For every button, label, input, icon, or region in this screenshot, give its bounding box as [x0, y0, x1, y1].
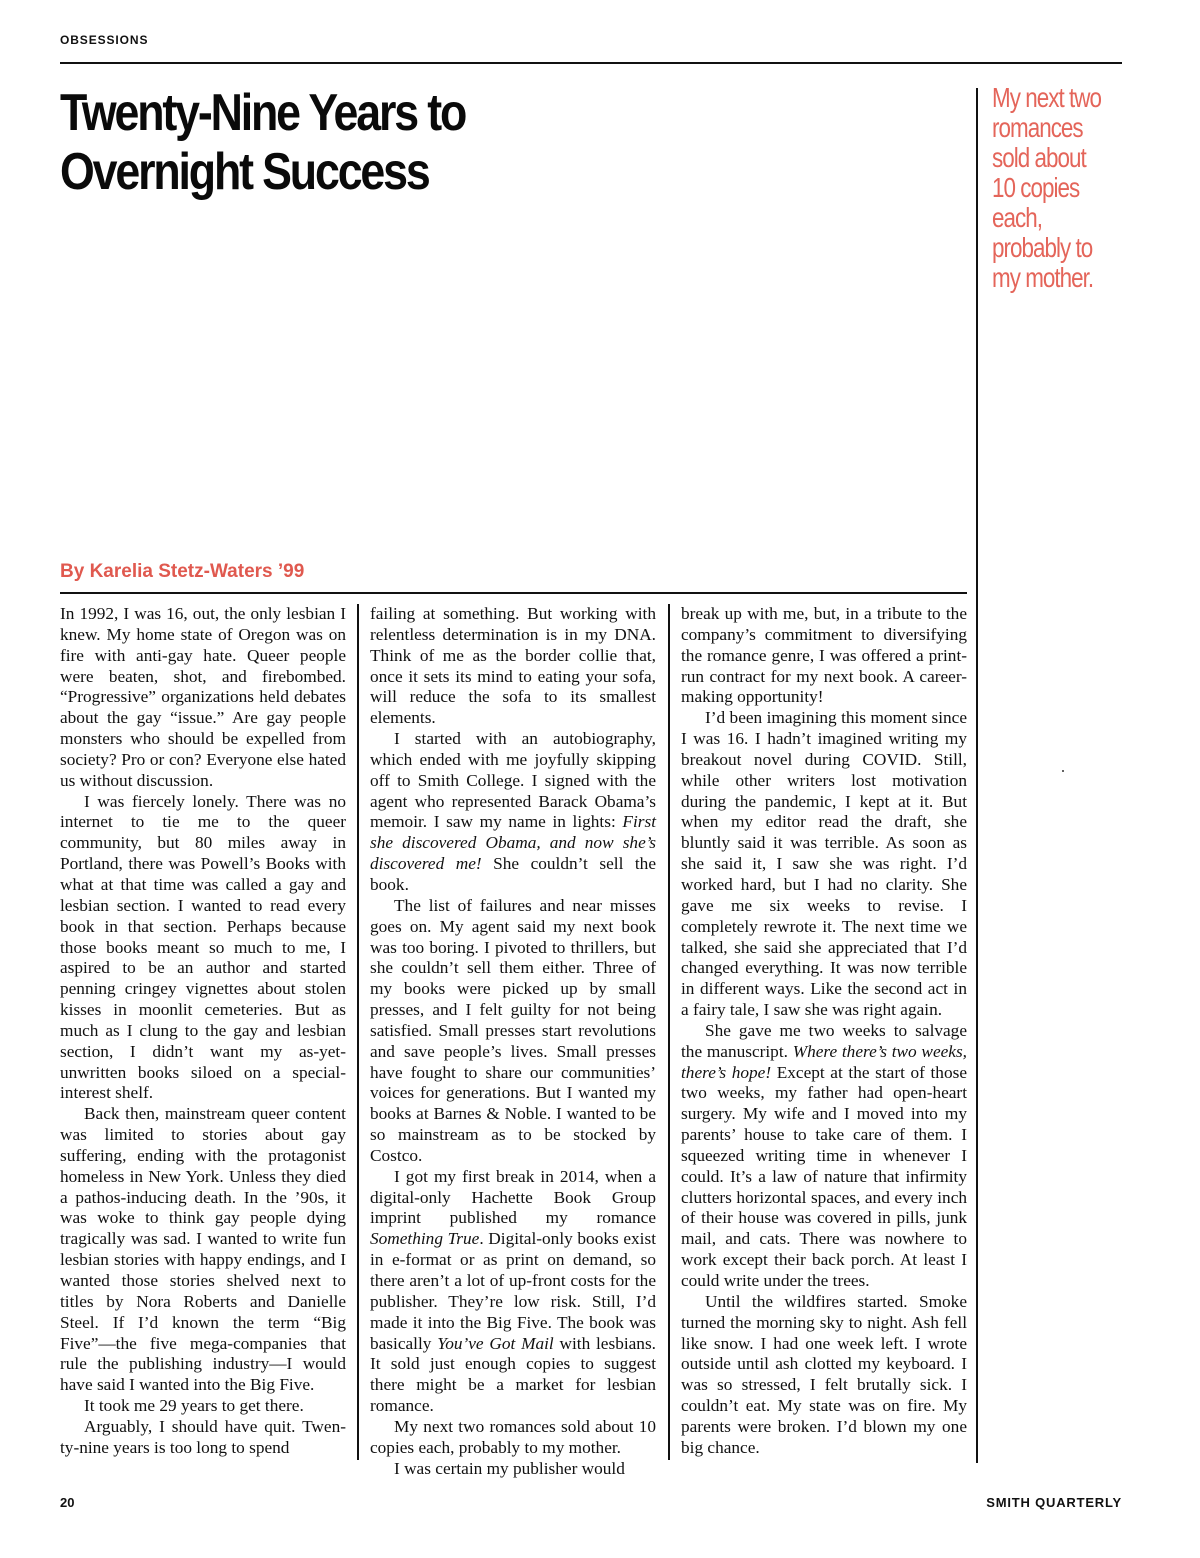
paragraph: [370, 1167, 656, 1417]
paragraph: Until the wildfires started. Smoke turned the morning sky to night. Ash fell like snow. I had one week left. I wrote outside until ash clotted my keyboard. I was so stressed, I felt brutally sick. I couldn’t eat. My state was on fire. My parents were broken. I’d blown my one big chance.: [681, 1291, 967, 1457]
byline: By Karelia Stetz-Waters ’99: [60, 561, 305, 582]
stray-mark: [1062, 770, 1064, 772]
article-title: [60, 84, 465, 202]
paragraph: In 1992, I was 16, out, the only lesbian I knew. My home state of Oregon was on fire with anti-gay hate. Queer people were beaten, shot, and firebombed. “Progressive” organizations held debates about the gay “issue.” Are gay people monsters who should be expelled from society? Pro or con? Everyone else hated us without discussion.: [60, 604, 346, 790]
paragraph: The list of failures and near misses goes on. My agent said my next book was too boring. I pivoted to thrillers, but she couldn’t sell them either. Three of my books were picked up by small presses, and I felt guilty for not being satisfied. Small presses start revolutions and save people’s lives. Small presses have fought to share our communities’ voices for generations. But I wanted my books at Barnes & Noble. I wanted to be so mainstream as to be stocked by Costco.: [370, 895, 656, 1165]
article-column-1: [60, 604, 346, 1459]
paragraph: Arguably, I should have quit. Twenty-nine years is too long to spend: [60, 1416, 346, 1457]
italic-text: Something True: [370, 1229, 480, 1249]
page-number: 20: [60, 1495, 75, 1510]
article-column-2: [370, 604, 656, 1479]
column-divider: [357, 604, 359, 1460]
title-line-2: Overnight Success: [60, 143, 429, 201]
title-line-1: Twenty-Nine Years to: [60, 84, 466, 142]
paragraph: [681, 1021, 967, 1292]
publication-name: SMITH QUARTERLY: [986, 1495, 1122, 1510]
text-run: She couldn’t sell the book.: [370, 854, 656, 894]
paragraph: I’d been imagining this moment since I was 16. I hadn’t imagined writing my breakout novel during COVID. Still, while other writers lost motivation during the pandemic, I kept at it. But when my editor read the draft, she bluntly said it was terrible. As soon as she said it, I saw she was right. I’d worked hard, but I had no clarity. She gave me six weeks to revise. I completely rewrote it. The next time we talked, she said she appreciated that I’d changed everything. It was now terrible in different ways. Like the second act in a fairy tale, I saw she was right again.: [681, 708, 967, 1020]
paragraph: Back then, mainstream queer content was limited to stories about gay suffering, ending with the protagonist homeless in New York. Unless they died a pathos-inducing death. In the ’90s, it was woke to think gay people dying tragically was sad. I wanted to write fun lesbian stories with happy endings, and I wanted those stories shelved next to titles by Nora Roberts and Danielle Steel. If I’d known the term “Big Five”—the five mega-companies that rule the publishing industry—I would have said I wanted into the Big Five.: [60, 1104, 346, 1395]
section-label: OBSESSIONS: [60, 33, 149, 47]
pullquote-divider: [976, 88, 978, 1463]
top-rule: [60, 62, 1122, 64]
text-run: with lesbians. It sold just enough copies to suggest there might be a market for lesbian romance.: [370, 1333, 656, 1416]
text-run: She gave me two weeks to salvage the manuscript.: [681, 1020, 967, 1061]
paragraph: [370, 729, 656, 896]
italic-text: First she discovered Obama, and now she’s discovered me!: [370, 812, 656, 874]
italic-text: You’ve Got Mail: [437, 1333, 554, 1353]
text-run: Except at the start of those two weeks, my father had open-heart surgery. My wife and I moved into my parents’ house to take care of them. I squeezed writing time in whenever I could. It’s a law of nature that infirmity clutters horizontal spaces, and every inch of their house was covered in pills, junk mail, and cats. There was nowhere to work except their back porch. At least I could write under the trees.: [681, 1062, 967, 1290]
column-divider: [668, 604, 670, 1460]
text-run: I started with an autobiography, which ended with me joyfully skipping off to Smith College. I signed with the agent who represented Barack Obama’s memoir. I saw my name in lights:: [370, 729, 656, 832]
paragraph: My next two romances sold about 10 copies each, probably to my mother.: [370, 1416, 656, 1457]
text-run: I got my first break in 2014, when a digital-only Hachette Book Group imprint published my romance: [370, 1166, 656, 1228]
italic-text: Where there’s two weeks, there’s hope!: [681, 1041, 967, 1082]
pull-quote: My next two romances sold about 10 copies each, probably to my mother.: [992, 82, 1101, 293]
paragraph-continued: break up with me, but, in a tribute to the company’s commitment to diversifying the romance genre, I was offered a print-run contract for my next book. A career-making opportunity!: [681, 604, 967, 707]
paragraph: It took me 29 years to get there.: [84, 1396, 304, 1416]
paragraph: I was certain my publisher would: [394, 1458, 625, 1478]
byline-rule: [60, 592, 967, 594]
article-column-3: [681, 604, 967, 1459]
paragraph-continued: failing at something. But working with relentless determination is in my DNA. Think of me as the border collie that, once it sets its mind to eating your sofa, will reduce the sofa to its smallest elements.: [370, 604, 656, 728]
text-run: . Digital-only books exist in e-format or as print on demand, so there aren’t a lot of up-front costs for the publisher. They’re low risk. Still, I’d made it into the Big Five. The book was basically: [370, 1229, 656, 1353]
paragraph: I was fiercely lonely. There was no internet to tie me to the queer community, but 80 miles away in Portland, there was Powell’s Books with what at that time was called a gay and lesbian section. I wanted to read every book in that section. Perhaps because those books meant so much to me, I aspired to be an author and started penning cringey vignettes about stolen kisses in moonlit cemeteries. But as much as I clung to the gay and lesbian section, I didn’t want my as-yet-unwritten books siloed on a special-interest shelf.: [60, 791, 346, 1103]
